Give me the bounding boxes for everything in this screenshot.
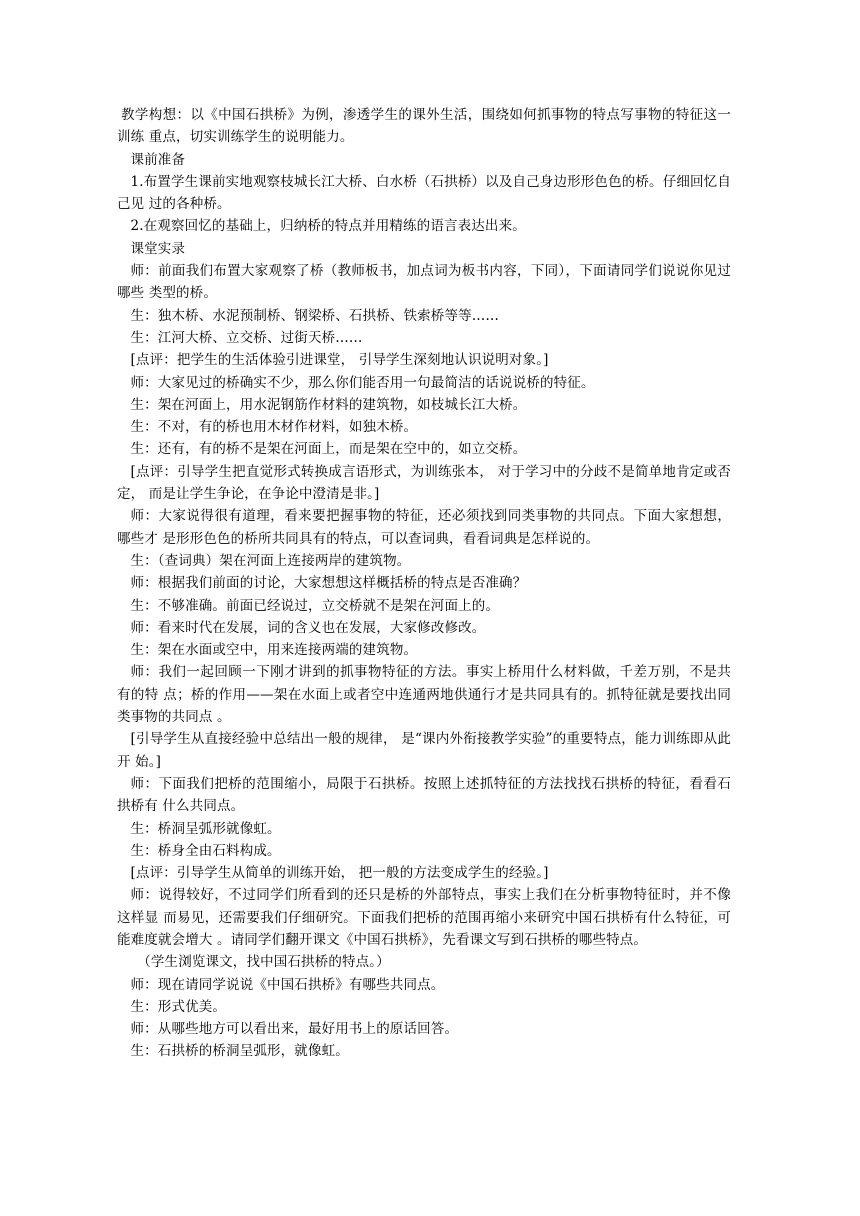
section-heading-classroom-record: 课堂实录 [130,240,186,257]
dialogue-line: 生：桥身全由石料构成。 [130,842,281,859]
dialogue-line: 生：还有，有的桥不是架在河面上，而是架在空中的，如立交桥。 [130,441,527,458]
dialogue-line: 生：形式优美。 [130,998,227,1015]
section-heading-preparation: 课前准备 [130,151,186,168]
dialogue-line: 生：不对，有的桥也用木材作材料，如独木桥。 [130,419,418,436]
stage-direction: （学生浏览课文，找中国石拱桥的特点。） [137,954,390,971]
dialogue-line: 师：现在请同学说说《中国石拱桥》有哪些共同点。 [130,976,445,993]
dialogue-line: 生：桥洞呈弧形就像虹。 [130,820,281,837]
commentary-note: [点评：引导学生把直觉形式转换成言语形式，为训练张本， 对于学习中的分歧不是简单地肯定或否定， 而是让学生争论，在争论中澄清是非。] [117,463,731,503]
dialogue-line: 师：大家见过的桥确实不少，那么你们能否用一句最简洁的话说说桥的特征。 [130,374,595,391]
teaching-concept-paragraph: 教学构想：以《中国石拱桥》为例，渗透学生的课外生活，围绕如何抓事物的特点写事物的特征这一训练 重点，切实训练学生的说明能力。 [117,107,731,146]
dialogue-line: 师：大家说得很有道理，看来要把握事物的特征，还必须找到同类事物的共同点。下面大家想想，哪些才 是形形色色的桥所共同具有的特点，可以查词典，看看词典是怎样说的。 [117,508,731,547]
dialogue-line: 生：架在河面上，用水泥钢筋作材料的建筑物，如枝城长江大桥。 [130,396,527,413]
dialogue-line: 师：根据我们前面的讨论，大家想想这样概括桥的特点是否准确？ [130,575,527,592]
dialogue-line: 生：不够准确。前面已经说过，立交桥就不是架在河面上的。 [130,597,500,614]
dialogue-line: 生：独木桥、水泥预制桥、钢梁桥、石拱桥、铁索桥等等…… [130,307,500,324]
dialogue-line: 生：江河大桥、立交桥、过街天桥…… [130,329,363,346]
dialogue-line: 师：说得较好，不过同学们所看到的还只是桥的外部特点，事实上我们在分析事物特征时，并不像这样显 而易见，还需要我们仔细研究。下面我们把桥的范围再缩小来研究中国石拱桥有什么特征，可能难度就会增大 。请同学们翻开课文《中国石拱桥》，先看课文写到石拱桥的哪些特点。 [117,887,731,948]
dialogue-line: 师：下面我们把桥的范围缩小，局限于石拱桥。按照上述抓特征的方法找找石拱桥的特征，看看石拱桥有 什么共同点。 [117,775,731,815]
document-body [117,104,731,1063]
dialogue-line: 师：看来时代在发展，词的含义也在发展，大家修改修改。 [130,619,486,636]
commentary-note: [引导学生从直接经验中总结出一般的规律， 是“课内外衔接教学实验”的重要特点，能力训练即从此开 始。] [117,731,731,770]
preparation-item-2: 2.在观察回忆的基础上，归纳桥的特点并用精练的语言表达出来。 [130,218,526,235]
preparation-item-1: 1.布置学生课前实地观察枝城长江大桥、白水桥（石拱桥）以及自己身边形形色色的桥。仔细回忆自己见 过的各种桥。 [117,173,731,213]
dialogue-line: 师：从哪些地方可以看出来，最好用书上的原话回答。 [130,1021,459,1038]
dialogue-line: 师：前面我们布置大家观察了桥（教师板书，加点词为板书内容，下同），下面请同学们说说你见过哪些 类型的桥。 [117,263,731,302]
dialogue-line: 生：架在水面或空中，用来连接两端的建筑物。 [130,642,418,659]
dialogue-line: 师：我们一起回顾一下刚才讲到的抓事物特征的方法。事实上桥用什么材料做，千差万别，不是共有的特 点；桥的作用——架在水面上或者空中连通两地供通行才是共同具有的。抓特征就是要找出同类事物的共同点 。 [117,664,731,726]
commentary-note: [点评：引导学生从简单的训练开始， 把一般的方法变成学生的经验。] [130,865,549,882]
commentary-note: [点评：把学生的生活体验引进课堂， 引导学生深刻地认识说明对象。] [130,352,549,369]
dialogue-line: 生：石拱桥的桥洞呈弧形，就像虹。 [130,1043,349,1060]
dialogue-line: 生：（查词典）架在河面上连接两岸的建筑物。 [130,552,411,569]
